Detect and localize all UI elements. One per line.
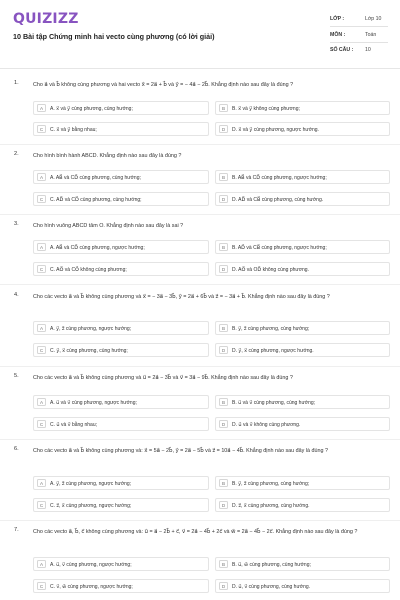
option-text: C. y⃗, x⃗ cùng phương, cùng hướng;	[50, 347, 128, 354]
meta-divider	[330, 26, 388, 27]
option-letter: D	[219, 582, 228, 590]
option-letter: B	[219, 243, 228, 251]
question-number: 3.	[14, 221, 19, 227]
option-letter: A	[37, 173, 46, 181]
option-text: B. x⃗ và y⃗ không cùng phương;	[232, 105, 300, 112]
option-d[interactable]	[215, 122, 390, 136]
option-letter: D	[219, 125, 228, 133]
option-c[interactable]	[33, 417, 209, 431]
option-letter: D	[219, 420, 228, 428]
option-text: B. y⃗, z⃗ cùng phương, cùng hướng;	[232, 480, 310, 487]
option-letter: C	[37, 501, 46, 509]
option-text: D. AO⃗ và OD⃗ không cùng phương.	[232, 266, 309, 273]
option-d[interactable]	[215, 498, 390, 512]
option-text: B. u⃗, w⃗ cùng phương, cùng hướng;	[232, 561, 311, 568]
option-letter: B	[219, 173, 228, 181]
document-title: 10 Bài tập Chứng minh hai vecto cùng phương (có lời giải)	[13, 32, 215, 41]
option-text: A. u⃗, v⃗ cùng phương, ngược hướng;	[50, 561, 132, 568]
option-letter: C	[37, 582, 46, 590]
option-letter: A	[37, 243, 46, 251]
option-text: B. u⃗ và v⃗ cùng phương, cùng hướng;	[232, 399, 316, 406]
option-text: C. AD⃗ và CD⃗ cùng phương, cùng hướng;	[50, 196, 142, 203]
option-text: C. AO⃗ và CO⃗ không cùng phương;	[50, 266, 127, 273]
option-c[interactable]	[33, 122, 209, 136]
option-letter: B	[219, 479, 228, 487]
question-text: Cho hình vuông ABCD tâm O. Khẳng định nào sau đây là sai ?	[33, 223, 184, 229]
option-letter: B	[219, 104, 228, 112]
option-b[interactable]	[215, 321, 390, 335]
option-b[interactable]	[215, 557, 390, 571]
option-letter: A	[37, 398, 46, 406]
option-letter: C	[37, 346, 46, 354]
option-b[interactable]	[215, 170, 390, 184]
option-text: D. u⃗, v⃗ cùng phương, cùng hướng.	[232, 583, 311, 590]
option-text: B. y⃗, z⃗ cùng phương, cùng hướng;	[232, 325, 310, 332]
option-text: B. AD⃗ và CB⃗ cùng phương, ngược hướng;	[232, 244, 327, 251]
option-text: D. z⃗, x⃗ cùng phương, cùng hướng.	[232, 502, 310, 509]
meta-class-label: LỚP :	[330, 16, 345, 22]
option-a[interactable]	[33, 240, 209, 254]
question-text: Cho các vecto a⃗ và b⃗ không cùng phương và: x⃗ = 5a⃗ − 2b⃗, y⃗ = 2a⃗ − 5b⃗ và z⃗ = 10a⃗ − 4b⃗. Khẳng định nào sau đây là đúng ?	[33, 448, 328, 454]
option-text: C. z⃗, x⃗ cùng phương, ngược hướng;	[50, 502, 132, 509]
option-text: C. v⃗, w⃗ cùng phương, ngược hướng;	[50, 583, 133, 590]
option-letter: B	[219, 560, 228, 568]
option-text: D. y⃗, x⃗ cùng phương, ngược hướng.	[232, 347, 314, 354]
meta-divider	[330, 42, 388, 43]
option-text: A. AB⃗ và CD⃗ cùng phương, cùng hướng;	[50, 174, 141, 181]
option-letter: A	[37, 324, 46, 332]
option-d[interactable]	[215, 417, 390, 431]
option-c[interactable]	[33, 498, 209, 512]
meta-subject-label: MÔN :	[330, 32, 346, 38]
option-d[interactable]	[215, 579, 390, 593]
question-divider	[0, 520, 400, 521]
question-divider	[0, 439, 400, 440]
option-letter: A	[37, 104, 46, 112]
option-c[interactable]	[33, 343, 209, 357]
option-letter: A	[37, 479, 46, 487]
question-text: Cho các vecto a⃗ và b⃗ không cùng phương và x⃗ = − 3a⃗ − 3b⃗, y⃗ = 2a⃗ + 6b⃗ và z⃗ = − 3a⃗ + b⃗. Khẳng định nào sau đây là đúng ?	[33, 294, 330, 300]
meta-class-value: Lớp 10	[365, 16, 382, 22]
option-letter: C	[37, 420, 46, 428]
option-text: A. y⃗, z⃗ cùng phương, ngược hướng;	[50, 480, 132, 487]
option-text: A. u⃗ và v⃗ cùng phương, ngược hướng;	[50, 399, 137, 406]
option-text: C. x⃗ và y⃗ bằng nhau;	[50, 126, 97, 133]
option-text: D. AD⃗ và CB⃗ cùng phương, cùng hướng.	[232, 196, 324, 203]
option-text: D. u⃗ và v⃗ không cùng phương.	[232, 421, 301, 428]
page-header	[0, 0, 400, 68]
question-text: Cho a⃗ và b⃗ không cùng phương và hai vecto x⃗ = 2a⃗ + b⃗ và y⃗ = − 4a⃗ − 2b⃗. Khẳng định nào sau đây là đúng ?	[33, 82, 294, 88]
question-text: Cho các vecto a⃗ và b⃗ không cùng phương và u⃗ = 2a⃗ − 3b⃗ và v⃗ = 3a⃗ − 9b⃗. Khẳng định nào sau đây là đúng ?	[33, 375, 293, 381]
question-number: 6.	[14, 446, 19, 452]
option-letter: C	[37, 195, 46, 203]
option-letter: D	[219, 265, 228, 273]
quizizz-logo: QUIZIZZ	[13, 11, 79, 27]
question-divider	[0, 144, 400, 145]
option-a[interactable]	[33, 476, 209, 490]
question-text: Cho hình bình hành ABCD. Khẳng định nào sau đây là đúng ?	[33, 153, 182, 159]
question-number: 5.	[14, 373, 19, 379]
option-letter: D	[219, 501, 228, 509]
option-text: B. AB⃗ và CD⃗ cùng phương, ngược hướng;	[232, 174, 327, 181]
question-number: 7.	[14, 527, 19, 533]
meta-count-value: 10	[365, 47, 371, 53]
header-divider	[0, 68, 400, 69]
option-a[interactable]	[33, 321, 209, 335]
option-text: A. y⃗, z⃗ cùng phương, ngược hướng;	[50, 325, 132, 332]
option-text: A. AB⃗ và CD⃗ cùng phương, ngược hướng;	[50, 244, 145, 251]
option-letter: D	[219, 346, 228, 354]
option-text: A. x⃗ và y⃗ cùng phương, cùng hướng;	[50, 105, 133, 112]
option-b[interactable]	[215, 101, 390, 115]
question-divider	[0, 214, 400, 215]
option-a[interactable]	[33, 170, 209, 184]
option-d[interactable]	[215, 262, 390, 276]
question-text: Cho các vecto a⃗, b⃗, c⃗ không cùng phương và: u⃗ = a⃗ − 2b⃗ + c⃗, v⃗ = 2a⃗ − 4b⃗ + 2c⃗ và w⃗ = 2a⃗ − 4b⃗ − 2c⃗. Khẳng định nào sau đây là đúng ?	[33, 529, 358, 535]
option-b[interactable]	[215, 476, 390, 490]
question-number: 4.	[14, 292, 19, 298]
question-number: 2.	[14, 151, 19, 157]
option-a[interactable]	[33, 557, 209, 571]
question-divider	[0, 284, 400, 285]
option-d[interactable]	[215, 343, 390, 357]
option-c[interactable]	[33, 262, 209, 276]
option-b[interactable]	[215, 395, 390, 409]
option-c[interactable]	[33, 579, 209, 593]
option-letter: B	[219, 398, 228, 406]
option-letter: A	[37, 560, 46, 568]
option-letter: B	[219, 324, 228, 332]
question-divider	[0, 366, 400, 367]
option-text: D. x⃗ và y⃗ cùng phương, ngược hướng.	[232, 126, 319, 133]
question-number: 1.	[14, 80, 19, 86]
option-b[interactable]	[215, 240, 390, 254]
option-d[interactable]	[215, 192, 390, 206]
option-a[interactable]	[33, 395, 209, 409]
option-letter: C	[37, 265, 46, 273]
meta-count-label: SỐ CÂU :	[330, 47, 354, 53]
option-a[interactable]	[33, 101, 209, 115]
option-text: C. u⃗ và v⃗ bằng nhau;	[50, 421, 97, 428]
option-c[interactable]	[33, 192, 209, 206]
meta-subject-value: Toán	[365, 32, 377, 38]
option-letter: D	[219, 195, 228, 203]
option-letter: C	[37, 125, 46, 133]
